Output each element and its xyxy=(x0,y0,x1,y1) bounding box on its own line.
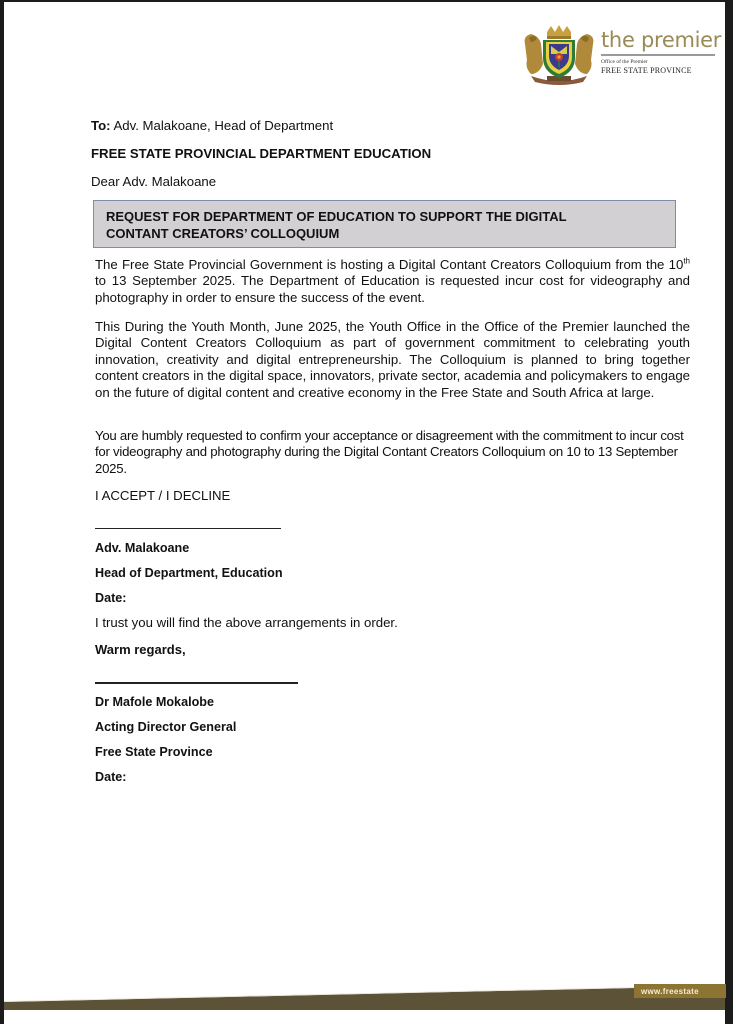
paragraph-3: You are humbly requested to confirm your acceptance or disagreement with the commitment to incur cost for videography and photography during the Digital Contant Creators Colloquium on 10 to 13 September 2025. xyxy=(95,428,684,476)
subject-box xyxy=(93,200,676,248)
to-value: Adv. Malakoane, Head of Department xyxy=(110,118,334,133)
ordinal-suffix: th xyxy=(683,256,690,266)
sender-organization: Free State Province xyxy=(95,745,213,759)
salutation: Dear Adv. Malakoane xyxy=(91,174,217,189)
sender-title: Acting Director General xyxy=(95,720,237,734)
sender-date-label: Date: xyxy=(95,770,127,784)
paragraph-1 xyxy=(95,257,690,306)
to-line xyxy=(91,118,333,134)
sender-name: Dr Mafole Mokalobe xyxy=(95,695,214,709)
brand-divider xyxy=(601,54,715,56)
recipient-title: Head of Department, Education xyxy=(95,566,283,580)
department-heading: FREE STATE PROVINCIAL DEPARTMENT EDUCATION xyxy=(91,146,432,161)
recipient-signature-line xyxy=(95,528,281,529)
recipient-date-label: Date: xyxy=(95,591,127,605)
subject-line-2: CONTANT CREATORS’ COLLOQUIUM xyxy=(106,226,340,241)
brand-subtitle: Office of the Premier xyxy=(601,58,648,65)
premier-logo xyxy=(519,24,724,86)
paragraph-1-text-a: The Free State Provincial Government is hosting a Digital Contant Creators Colloquium from the 10 xyxy=(95,257,684,272)
paragraph-1-text-b: to 13 September 2025. The Department of Education is requested incur cost for videography and photography in order to ensure the success of the event. xyxy=(95,273,690,305)
website-link[interactable]: www.freestate xyxy=(634,984,726,998)
subject-line-1: REQUEST FOR DEPARTMENT OF EDUCATION TO SUPPORT THE DIGITAL xyxy=(106,209,567,224)
paragraph-2: This During the Youth Month, June 2025, the Youth Office in the Office of the Premier launched the Digital Content Creators Colloquium as part of government commitment to celebrating youth innovation, creativity and digital entrepreneurship. The Colloquium is planned to bring together content creators in the digital space, innovators, private sector, academia and policymakers to engage on the future of digital content and creative economy in the Free State and South Africa at large. xyxy=(95,319,690,400)
footer-band xyxy=(0,980,733,1020)
sender-signature-line xyxy=(95,682,298,684)
accept-decline-option: I ACCEPT / I DECLINE xyxy=(95,488,231,503)
brand-province: FREE STATE PROVINCE xyxy=(601,65,692,75)
letter-page xyxy=(4,2,725,1024)
warm-regards: Warm regards, xyxy=(95,642,186,657)
to-label: To: xyxy=(91,118,111,133)
coat-of-arms-icon xyxy=(519,24,599,86)
brand-title: the premier xyxy=(601,28,722,52)
closing-line: I trust you will find the above arrangements in order. xyxy=(95,615,398,630)
premier-brand xyxy=(601,28,726,75)
recipient-name: Adv. Malakoane xyxy=(95,541,190,555)
